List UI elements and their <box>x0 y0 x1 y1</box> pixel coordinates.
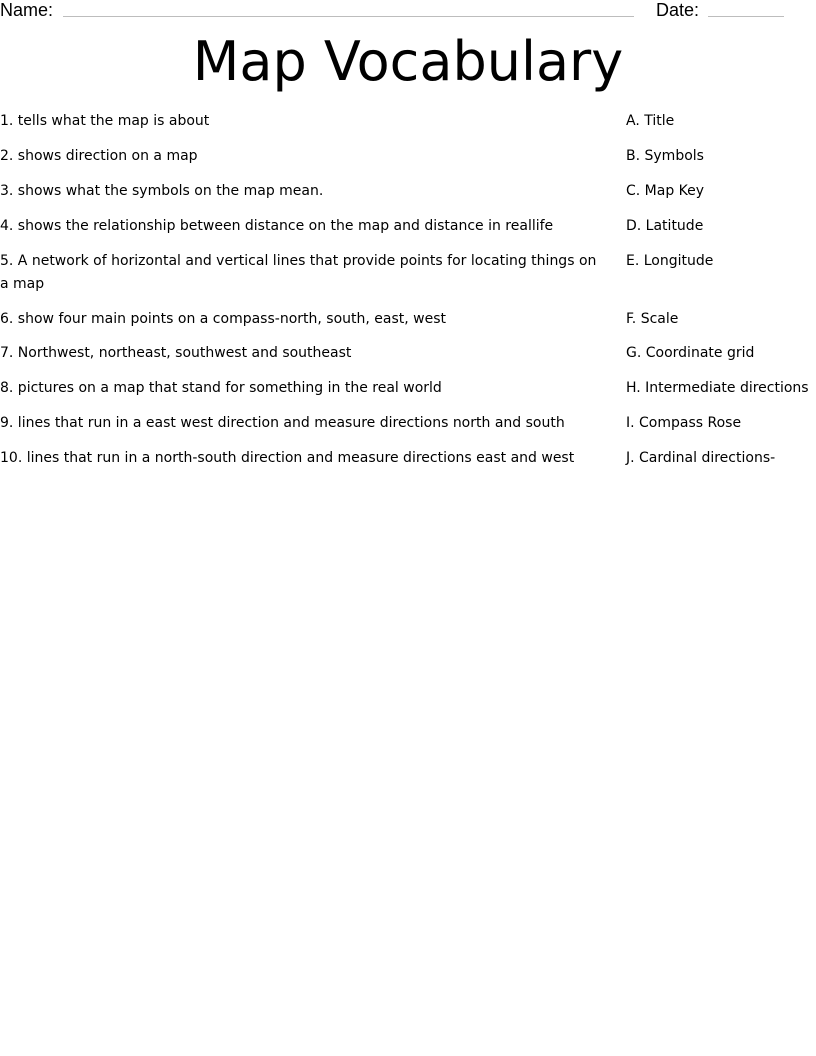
page-title: Map Vocabulary <box>192 30 624 93</box>
header-row <box>0 0 816 22</box>
date-label: Date: <box>656 0 700 20</box>
answer-item: C. Map Key <box>626 183 705 199</box>
answer-item: A. Title <box>626 113 675 129</box>
clue-item: 8. pictures on a map that stand for something in the real world <box>0 380 442 396</box>
clue-item: 4. shows the relationship between distance on the map and distance in reallife <box>0 218 554 234</box>
answer-item: H. Intermediate directions <box>626 380 809 396</box>
clue-item: 9. lines that run in a east west direction and measure directions north and south <box>0 415 565 431</box>
clue-item: 5. A network of horizontal and vertical lines that provide points for locating things on a map <box>0 253 597 292</box>
answer-item: J. Cardinal directions- <box>626 450 776 466</box>
clue-item: 1. tells what the map is about <box>0 113 210 129</box>
clue-item: 10. lines that run in a north-south direction and measure directions east and west <box>0 450 575 466</box>
answer-item: I. Compass Rose <box>626 415 742 431</box>
name-blank-line <box>63 16 634 17</box>
clue-item: 7. Northwest, northeast, southwest and southeast <box>0 345 352 361</box>
clue-item: 3. shows what the symbols on the map mean. <box>0 183 324 199</box>
clue-item: 2. shows direction on a map <box>0 148 198 164</box>
date-blank-line <box>708 16 784 17</box>
clue-item: 6. show four main points on a compass-north, south, east, west <box>0 311 446 327</box>
answer-item: F. Scale <box>626 311 679 327</box>
answer-item: D. Latitude <box>626 218 704 234</box>
name-label: Name: <box>0 0 54 20</box>
answer-item: B. Symbols <box>626 148 704 164</box>
answer-item: G. Coordinate grid <box>626 345 755 361</box>
answer-item: E. Longitude <box>626 253 714 269</box>
